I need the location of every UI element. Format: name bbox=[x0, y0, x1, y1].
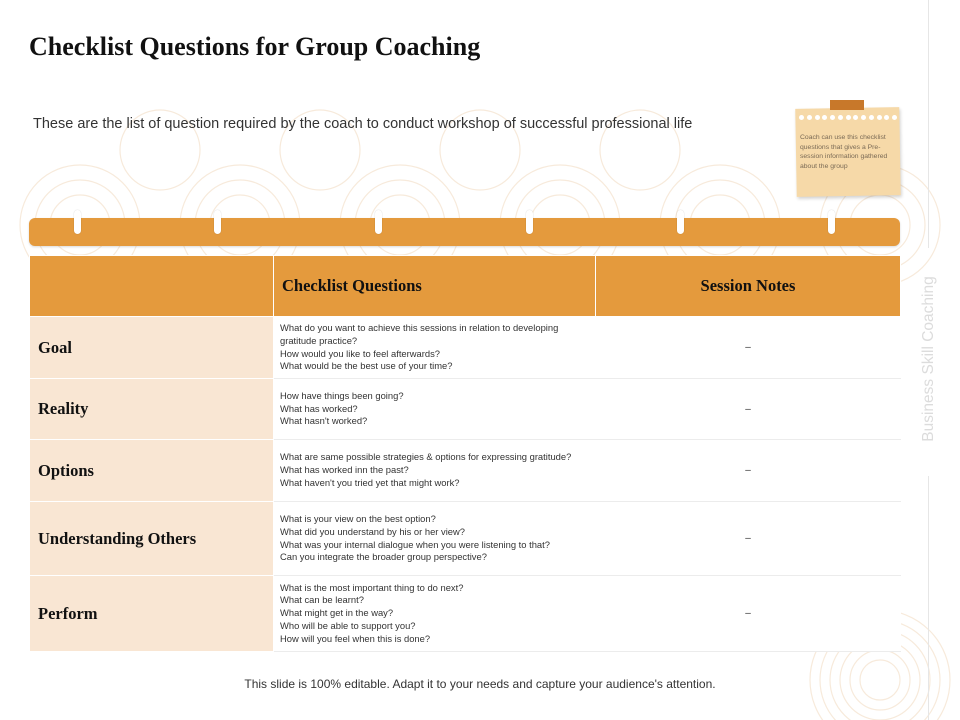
question-text: How would you like to feel afterwards? bbox=[280, 347, 440, 359]
question-cell bbox=[274, 576, 596, 652]
row-label: Understanding Others bbox=[30, 502, 274, 576]
binder-ring bbox=[214, 210, 221, 234]
question-text: What would be the best use of your time? bbox=[280, 360, 453, 372]
checklist-table bbox=[29, 255, 900, 651]
binder-ring bbox=[677, 210, 684, 234]
question-text: What was your internal dialogue when you were listening to that? bbox=[280, 538, 550, 550]
question-text: What did you understand by his or her view? bbox=[280, 525, 465, 537]
question-text: What haven't you tried yet that might work? bbox=[280, 476, 460, 488]
question-cell bbox=[274, 379, 596, 440]
binder-ring bbox=[828, 210, 835, 234]
table-header-row bbox=[30, 256, 901, 317]
table-row bbox=[30, 317, 901, 379]
question-text: Can you integrate the broader group perspective? bbox=[280, 551, 487, 563]
page-title: Checklist Questions for Group Coaching bbox=[29, 32, 481, 61]
header-cell-empty bbox=[30, 256, 274, 317]
side-divider-top bbox=[928, 0, 929, 248]
header-session-notes: Session Notes bbox=[596, 256, 901, 317]
session-notes-cell: – bbox=[596, 317, 901, 379]
sticky-note-holes bbox=[799, 115, 897, 121]
question-text: What might get in the way? bbox=[280, 607, 394, 619]
question-text: What is the most important thing to do next? bbox=[280, 581, 464, 593]
question-text: What are same possible strategies & options for expressing gratitude? bbox=[280, 451, 572, 463]
row-label: Reality bbox=[30, 379, 274, 440]
session-notes-cell: – bbox=[596, 576, 901, 652]
question-text: How have things been going? bbox=[280, 389, 404, 401]
question-text: What is your view on the best option? bbox=[280, 512, 436, 524]
table-row bbox=[30, 440, 901, 502]
question-cell bbox=[274, 440, 596, 502]
page-subtitle: These are the list of question required by the coach to conduct workshop of successful professional life bbox=[33, 116, 693, 132]
question-text: What has worked? bbox=[280, 402, 358, 414]
sticky-note-tape bbox=[830, 100, 864, 110]
question-text: What do you want to achieve this sessions in relation to developing gratitude practice? bbox=[280, 321, 559, 346]
header-checklist-questions: Checklist Questions bbox=[274, 256, 596, 317]
row-label: Goal bbox=[30, 317, 274, 379]
side-label-text: Business Skill Coaching bbox=[920, 276, 937, 442]
question-text: What hasn't worked? bbox=[280, 415, 368, 427]
question-cell bbox=[274, 317, 596, 379]
session-notes-cell: – bbox=[596, 502, 901, 576]
question-cell bbox=[274, 502, 596, 576]
binder-ring bbox=[526, 210, 533, 234]
session-notes-cell: – bbox=[596, 440, 901, 502]
binder-ring bbox=[375, 210, 382, 234]
footer-text: This slide is 100% editable. Adapt it to your needs and capture your audience's attention. bbox=[244, 677, 716, 691]
sticky-note-text: Coach can use this checklist questions that gives a Pre-session information gathered about the group bbox=[800, 134, 888, 170]
question-text: Who will be able to support you? bbox=[280, 619, 416, 631]
row-label: Perform bbox=[30, 576, 274, 652]
binder-ring bbox=[74, 210, 81, 234]
table-row bbox=[30, 502, 901, 576]
row-label: Options bbox=[30, 440, 274, 502]
question-text: What can be learnt? bbox=[280, 594, 364, 606]
binder-bar bbox=[29, 218, 900, 246]
question-text: How will you feel when this is done? bbox=[280, 632, 431, 644]
table-row bbox=[30, 379, 901, 440]
session-notes-cell: – bbox=[596, 379, 901, 440]
table-row bbox=[30, 576, 901, 652]
question-text: What has worked inn the past? bbox=[280, 464, 409, 476]
